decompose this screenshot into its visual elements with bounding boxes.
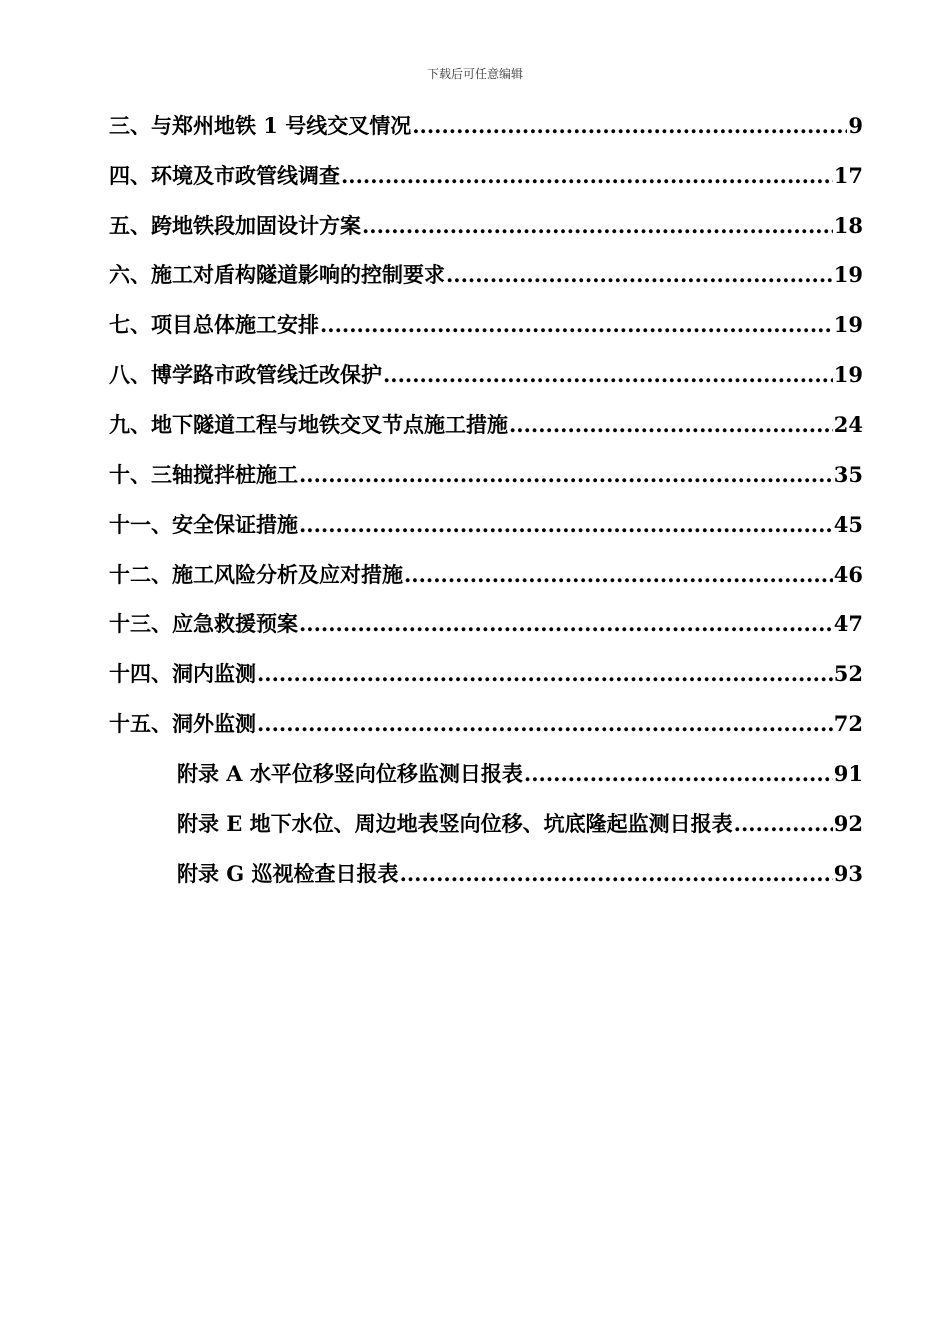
toc-appendix-entry[interactable] [177, 809, 863, 839]
toc-dot-leader [299, 460, 833, 490]
toc-entry-page: 24 [833, 412, 863, 437]
toc-entry-page: 45 [833, 512, 863, 537]
toc-dot-leader [383, 360, 833, 390]
toc-entry-page: 19 [833, 262, 863, 287]
page-header: 下载后可任意编辑 [426, 67, 523, 81]
toc-entry-page: 18 [833, 213, 863, 238]
toc-entry-title: 三、与郑州地铁 1 号线交叉情况 [109, 113, 412, 138]
toc-dot-leader [734, 809, 833, 839]
toc-entry[interactable] [109, 111, 863, 141]
toc-entry[interactable] [109, 161, 863, 191]
toc-entry-page: 17 [833, 163, 863, 188]
toc-entry-page: 35 [833, 462, 863, 487]
toc-entry[interactable] [109, 211, 863, 241]
toc-dot-leader [509, 410, 833, 440]
toc-entry-page: 52 [833, 661, 863, 686]
toc-dot-leader [257, 709, 833, 739]
toc-entry[interactable] [109, 410, 863, 440]
toc-entry-title: 十二、施工风险分析及应对措施 [109, 562, 403, 587]
toc-dot-leader [412, 111, 847, 141]
toc-entry[interactable] [109, 460, 863, 490]
toc-entry[interactable] [109, 659, 863, 689]
toc-entry-title: 七、项目总体施工安排 [109, 312, 319, 337]
toc-entry-page: 9 [848, 113, 863, 138]
toc-dot-leader [341, 161, 833, 191]
toc-entry-page: 47 [833, 611, 863, 636]
toc-appendix-entry[interactable] [177, 759, 863, 789]
toc-entry[interactable] [109, 360, 863, 390]
toc-entry-title: 十一、安全保证措施 [109, 512, 298, 537]
toc-entry-title: 六、施工对盾构隧道影响的控制要求 [109, 262, 445, 287]
toc-entry-title: 附录 E 地下水位、周边地表竖向位移、坑底隆起监测日报表 [177, 811, 733, 836]
toc-dot-leader [320, 310, 833, 340]
toc-entry-page: 19 [833, 362, 863, 387]
toc-dot-leader [257, 659, 833, 689]
toc-entry-page: 19 [833, 312, 863, 337]
toc-entry[interactable] [109, 709, 863, 739]
toc-dot-leader [400, 859, 833, 889]
toc-entry[interactable] [109, 609, 863, 639]
toc-dot-leader [362, 211, 833, 241]
toc-entry-page: 46 [833, 562, 863, 587]
toc-entry[interactable] [109, 510, 863, 540]
toc-dot-leader [404, 560, 833, 590]
toc-entry-title: 九、地下隧道工程与地铁交叉节点施工措施 [109, 412, 508, 437]
toc-dot-leader [524, 759, 833, 789]
toc-entry-title: 附录 G 巡视检查日报表 [177, 861, 399, 886]
toc-entry[interactable] [109, 310, 863, 340]
toc-entry-title: 十三、应急救援预案 [109, 611, 298, 636]
toc-entry[interactable] [109, 560, 863, 590]
toc-entry-title: 十、三轴搅拌桩施工 [109, 462, 298, 487]
toc-entry-page: 92 [833, 811, 863, 836]
toc-entry-page: 72 [833, 711, 863, 736]
toc-dot-leader [446, 260, 833, 290]
toc-appendix-entry[interactable] [177, 859, 863, 889]
toc-entry-title: 十四、洞内监测 [109, 661, 256, 686]
toc-entry-title: 八、博学路市政管线迁改保护 [109, 362, 382, 387]
toc-dot-leader [299, 609, 833, 639]
toc-entry[interactable] [109, 260, 863, 290]
toc-entry-page: 93 [833, 861, 863, 886]
toc-entry-title: 十五、洞外监测 [109, 711, 256, 736]
toc-entry-title: 五、跨地铁段加固设计方案 [109, 213, 361, 238]
toc-entry-title: 四、环境及市政管线调查 [109, 163, 340, 188]
toc-entry-title: 附录 A 水平位移竖向位移监测日报表 [177, 761, 523, 786]
toc-dot-leader [299, 510, 833, 540]
toc-entry-page: 91 [833, 761, 863, 786]
